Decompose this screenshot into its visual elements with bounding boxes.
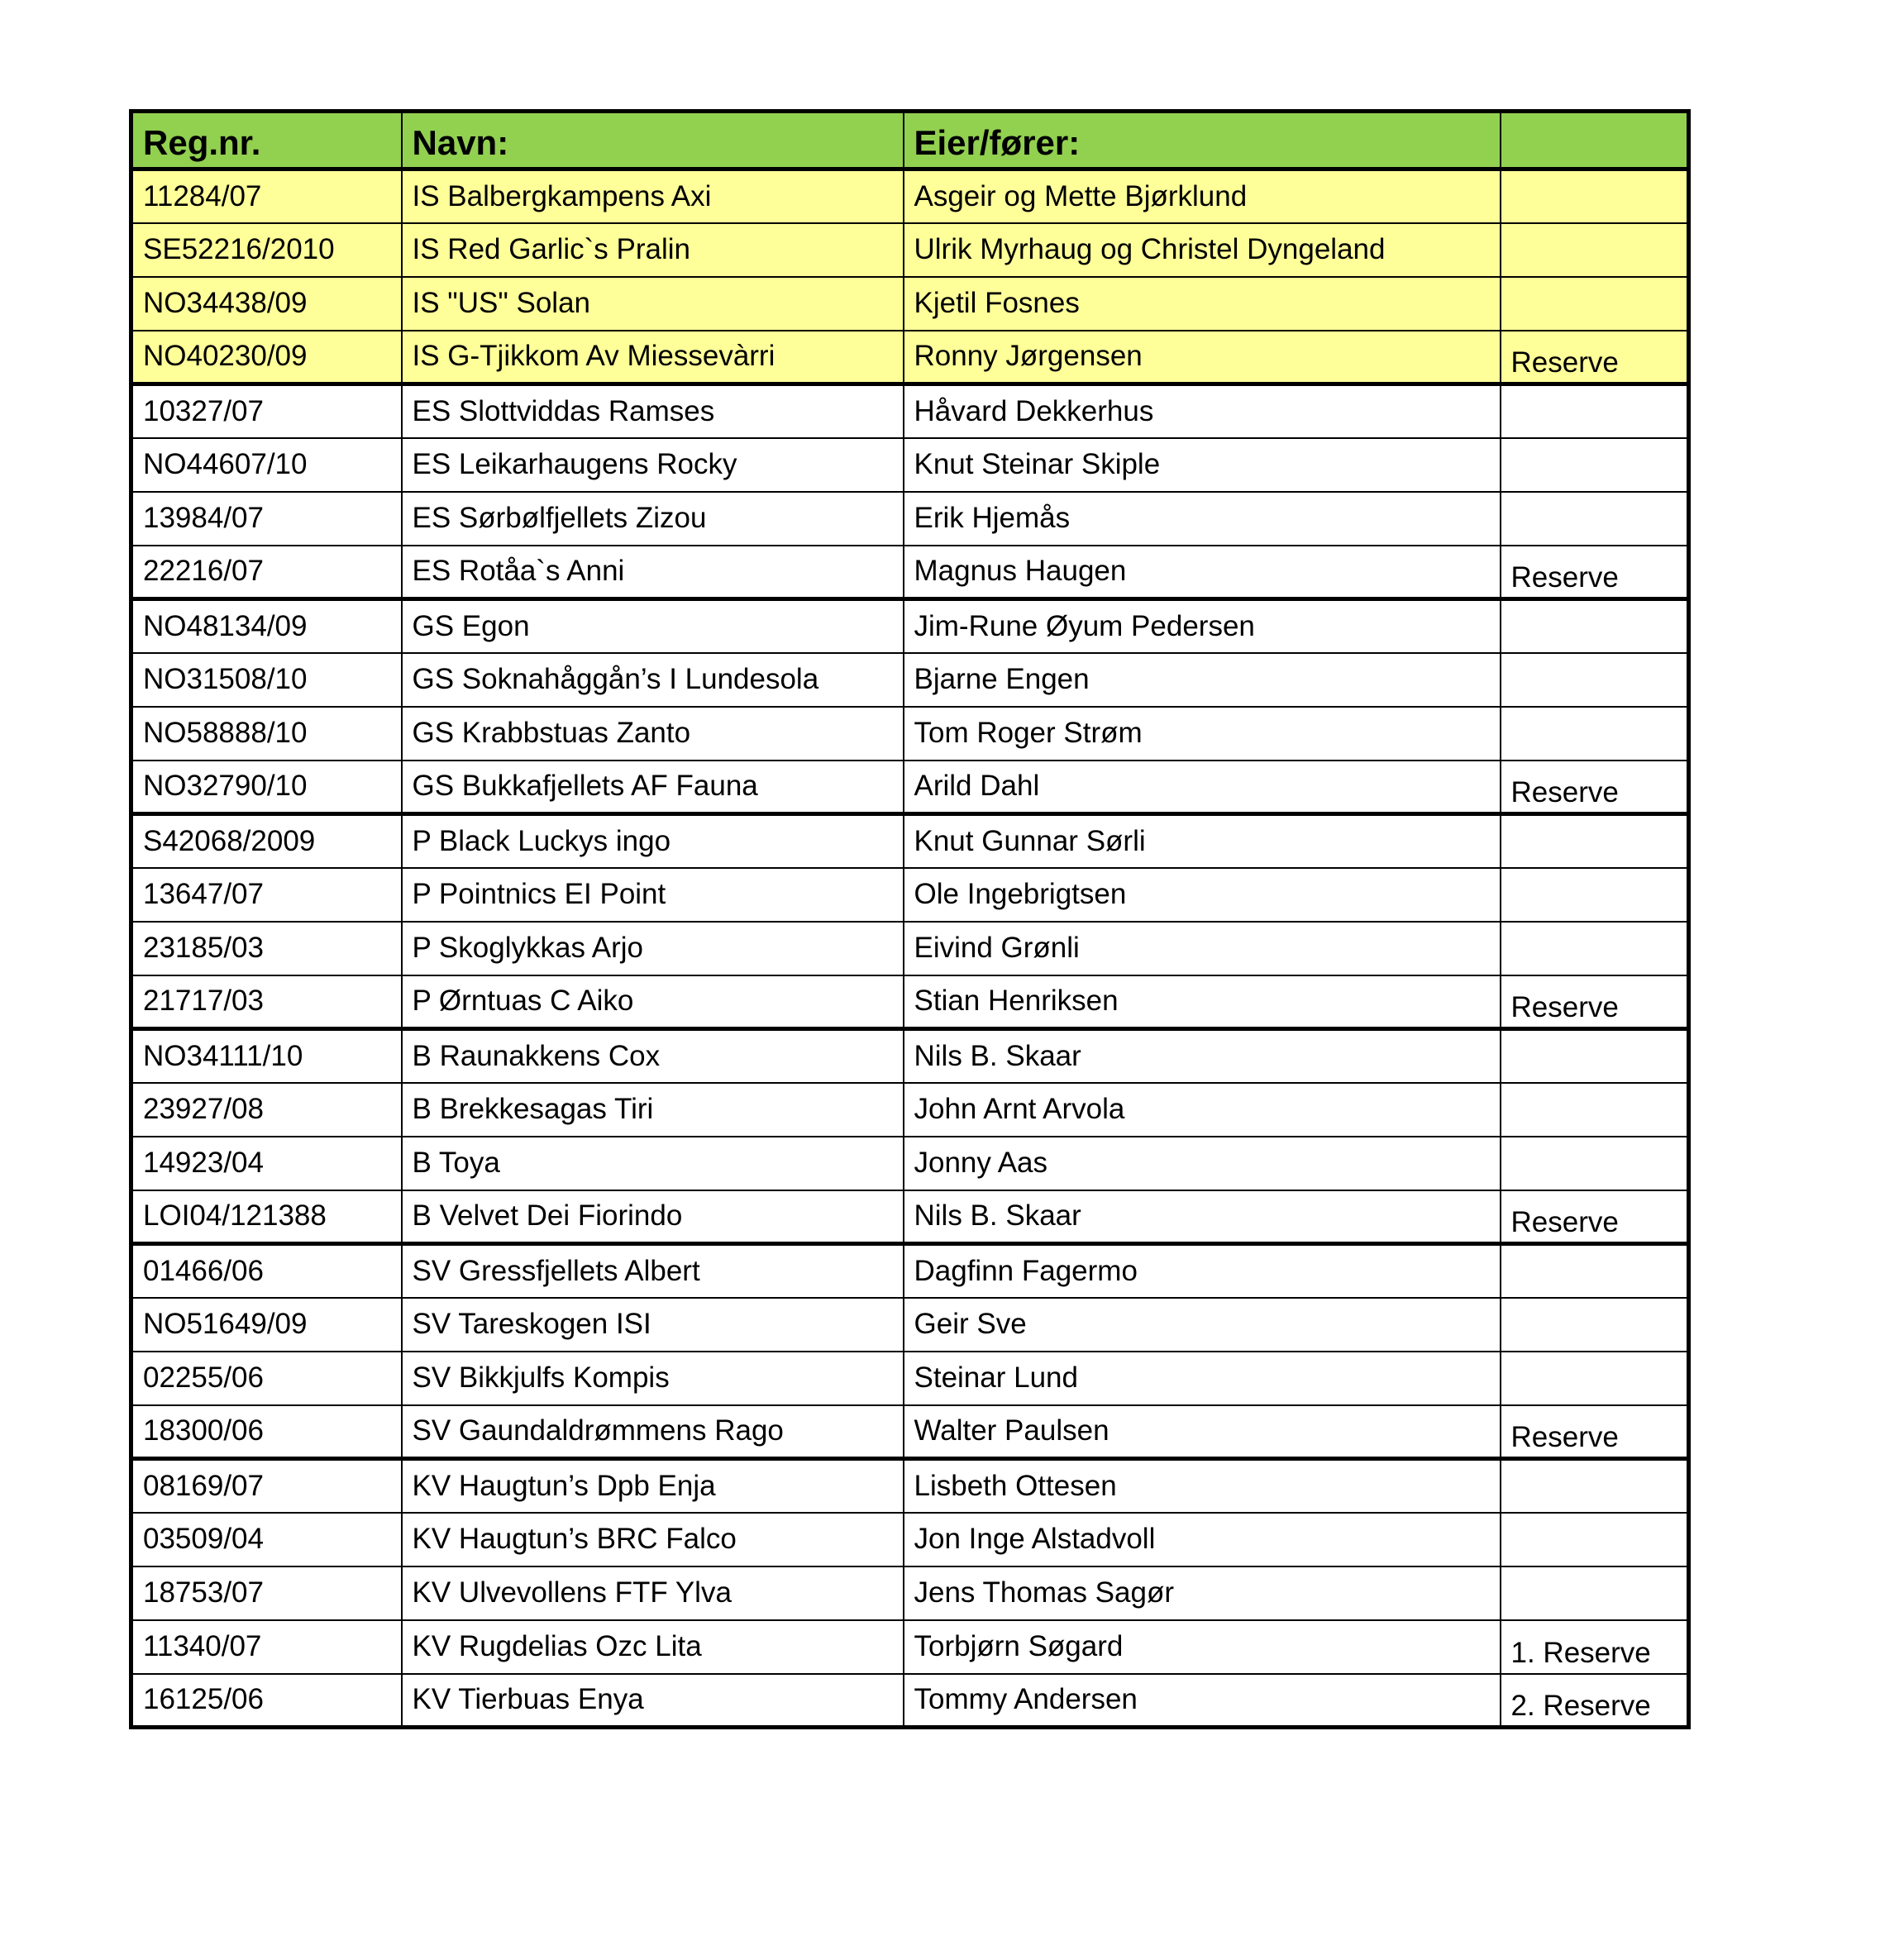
table-row — [131, 1137, 1689, 1190]
cell-eier: Torbjørn Søgard — [904, 1620, 1501, 1674]
cell-navn: B Toya — [402, 1137, 904, 1190]
cell-navn: P Ørntuas C Aiko — [402, 975, 904, 1029]
table-row — [131, 1620, 1689, 1674]
cell-reserve: Reserve — [1501, 975, 1689, 1029]
entry-table-body — [131, 169, 1689, 1728]
cell-navn: GS Soknahåggån’s I Lundesola — [402, 653, 904, 707]
cell-regnr: NO34111/10 — [131, 1029, 402, 1083]
cell-navn: GS Bukkafjellets AF Fauna — [402, 761, 904, 814]
cell-regnr: 23185/03 — [131, 922, 402, 975]
cell-navn: SV Bikkjulfs Kompis — [402, 1352, 904, 1405]
cell-regnr: 18300/06 — [131, 1405, 402, 1459]
cell-navn: IS "US" Solan — [402, 277, 904, 331]
cell-eier: Erik Hjemås — [904, 492, 1501, 546]
table-row — [131, 761, 1689, 814]
table-row — [131, 384, 1689, 438]
cell-eier: Ulrik Myrhaug og Christel Dyngeland — [904, 223, 1501, 277]
cell-navn: GS Egon — [402, 599, 904, 653]
cell-navn: KV Tierbuas Enya — [402, 1674, 904, 1728]
cell-regnr: SE52216/2010 — [131, 223, 402, 277]
cell-regnr: 13984/07 — [131, 492, 402, 546]
cell-eier: Magnus Haugen — [904, 546, 1501, 599]
cell-navn: IS Red Garlic`s Pralin — [402, 223, 904, 277]
table-row — [131, 1244, 1689, 1298]
cell-regnr: NO40230/09 — [131, 331, 402, 384]
table-row — [131, 1566, 1689, 1620]
cell-eier: Steinar Lund — [904, 1352, 1501, 1405]
cell-regnr: 08169/07 — [131, 1459, 402, 1513]
table-row — [131, 1459, 1689, 1513]
cell-eier: Bjarne Engen — [904, 653, 1501, 707]
cell-navn: P Pointnics EI Point — [402, 868, 904, 922]
cell-reserve — [1501, 223, 1689, 277]
cell-reserve — [1501, 1352, 1689, 1405]
cell-eier: Dagfinn Fagermo — [904, 1244, 1501, 1298]
table-row — [131, 922, 1689, 975]
cell-eier: Tommy Andersen — [904, 1674, 1501, 1728]
cell-regnr: 01466/06 — [131, 1244, 402, 1298]
column-header-eier-forer: Eier/fører: — [904, 112, 1501, 169]
cell-eier: Geir Sve — [904, 1298, 1501, 1352]
cell-eier: Nils B. Skaar — [904, 1190, 1501, 1244]
header-row — [131, 112, 1689, 169]
cell-regnr: NO34438/09 — [131, 277, 402, 331]
cell-regnr: NO51649/09 — [131, 1298, 402, 1352]
table-row — [131, 653, 1689, 707]
cell-navn: KV Haugtun’s Dpb Enja — [402, 1459, 904, 1513]
cell-regnr: NO58888/10 — [131, 707, 402, 761]
cell-navn: ES Rotåa`s Anni — [402, 546, 904, 599]
cell-regnr: 22216/07 — [131, 546, 402, 599]
table-row — [131, 331, 1689, 384]
cell-regnr: 18753/07 — [131, 1566, 402, 1620]
column-header-regnr: Reg.nr. — [131, 112, 402, 169]
cell-eier: Håvard Dekkerhus — [904, 384, 1501, 438]
cell-reserve — [1501, 1083, 1689, 1137]
cell-eier: Nils B. Skaar — [904, 1029, 1501, 1083]
table-row — [131, 1674, 1689, 1728]
cell-regnr: S42068/2009 — [131, 814, 402, 868]
cell-navn: ES Slottviddas Ramses — [402, 384, 904, 438]
table-row — [131, 438, 1689, 492]
cell-eier: Jonny Aas — [904, 1137, 1501, 1190]
cell-eier: Knut Steinar Skiple — [904, 438, 1501, 492]
cell-reserve — [1501, 707, 1689, 761]
cell-navn: ES Leikarhaugens Rocky — [402, 438, 904, 492]
cell-eier: Arild Dahl — [904, 761, 1501, 814]
cell-reserve — [1501, 814, 1689, 868]
cell-regnr: 14923/04 — [131, 1137, 402, 1190]
cell-eier: Jens Thomas Sagør — [904, 1566, 1501, 1620]
cell-regnr: 03509/04 — [131, 1513, 402, 1566]
cell-reserve: Reserve — [1501, 761, 1689, 814]
cell-reserve — [1501, 438, 1689, 492]
cell-regnr: 02255/06 — [131, 1352, 402, 1405]
cell-navn: KV Ulvevollens FTF Ylva — [402, 1566, 904, 1620]
cell-eier: Ole Ingebrigtsen — [904, 868, 1501, 922]
cell-reserve — [1501, 599, 1689, 653]
cell-navn: GS Krabbstuas Zanto — [402, 707, 904, 761]
cell-regnr: 10327/07 — [131, 384, 402, 438]
cell-eier: Ronny Jørgensen — [904, 331, 1501, 384]
table-row — [131, 1029, 1689, 1083]
cell-eier: Walter Paulsen — [904, 1405, 1501, 1459]
cell-eier: Eivind Grønli — [904, 922, 1501, 975]
column-header-reserve — [1501, 112, 1689, 169]
cell-reserve — [1501, 1244, 1689, 1298]
cell-eier: Asgeir og Mette Bjørklund — [904, 169, 1501, 223]
cell-navn: SV Tareskogen ISI — [402, 1298, 904, 1352]
table-row — [131, 1190, 1689, 1244]
cell-eier: Lisbeth Ottesen — [904, 1459, 1501, 1513]
cell-reserve: Reserve — [1501, 1405, 1689, 1459]
cell-eier: Kjetil Fosnes — [904, 277, 1501, 331]
table-row — [131, 1513, 1689, 1566]
cell-eier: Jim-Rune Øyum Pedersen — [904, 599, 1501, 653]
cell-regnr: NO48134/09 — [131, 599, 402, 653]
cell-reserve — [1501, 1137, 1689, 1190]
cell-reserve — [1501, 1459, 1689, 1513]
cell-eier: Jon Inge Alstadvoll — [904, 1513, 1501, 1566]
table-row — [131, 707, 1689, 761]
table-row — [131, 975, 1689, 1029]
cell-reserve: Reserve — [1501, 546, 1689, 599]
cell-regnr: NO32790/10 — [131, 761, 402, 814]
column-header-navn: Navn: — [402, 112, 904, 169]
cell-reserve — [1501, 922, 1689, 975]
cell-regnr: NO44607/10 — [131, 438, 402, 492]
cell-navn: B Raunakkens Cox — [402, 1029, 904, 1083]
entry-table — [129, 109, 1691, 1729]
cell-navn: KV Rugdelias Ozc Lita — [402, 1620, 904, 1674]
cell-regnr: 23927/08 — [131, 1083, 402, 1137]
table-row — [131, 492, 1689, 546]
table-row — [131, 599, 1689, 653]
cell-regnr: LOI04/121388 — [131, 1190, 402, 1244]
cell-navn: ES Sørbølfjellets Zizou — [402, 492, 904, 546]
cell-eier: John Arnt Arvola — [904, 1083, 1501, 1137]
cell-reserve: 1. Reserve — [1501, 1620, 1689, 1674]
cell-eier: Tom Roger Strøm — [904, 707, 1501, 761]
table-row — [131, 1405, 1689, 1459]
cell-reserve: Reserve — [1501, 331, 1689, 384]
cell-reserve — [1501, 1566, 1689, 1620]
cell-reserve: Reserve — [1501, 1190, 1689, 1244]
table-row — [131, 814, 1689, 868]
table-row — [131, 277, 1689, 331]
cell-reserve — [1501, 169, 1689, 223]
cell-reserve — [1501, 492, 1689, 546]
cell-regnr: 16125/06 — [131, 1674, 402, 1728]
table-row — [131, 169, 1689, 223]
cell-regnr: 13647/07 — [131, 868, 402, 922]
cell-navn: IS G-Tjikkom Av Miessevàrri — [402, 331, 904, 384]
cell-reserve — [1501, 653, 1689, 707]
cell-regnr: 11284/07 — [131, 169, 402, 223]
table-row — [131, 1083, 1689, 1137]
entry-table-header — [131, 112, 1689, 169]
cell-navn: KV Haugtun’s BRC Falco — [402, 1513, 904, 1566]
cell-navn: P Skoglykkas Arjo — [402, 922, 904, 975]
cell-eier: Knut Gunnar Sørli — [904, 814, 1501, 868]
cell-reserve — [1501, 277, 1689, 331]
cell-navn: SV Gressfjellets Albert — [402, 1244, 904, 1298]
cell-navn: P Black Luckys ingo — [402, 814, 904, 868]
entry-table-container — [129, 109, 1687, 1729]
table-row — [131, 1352, 1689, 1405]
cell-reserve — [1501, 1298, 1689, 1352]
cell-reserve: 2. Reserve — [1501, 1674, 1689, 1728]
cell-regnr: NO31508/10 — [131, 653, 402, 707]
cell-regnr: 21717/03 — [131, 975, 402, 1029]
cell-navn: IS Balbergkampens Axi — [402, 169, 904, 223]
cell-navn: SV Gaundaldrømmens Rago — [402, 1405, 904, 1459]
cell-regnr: 11340/07 — [131, 1620, 402, 1674]
cell-reserve — [1501, 384, 1689, 438]
cell-reserve — [1501, 868, 1689, 922]
cell-eier: Stian Henriksen — [904, 975, 1501, 1029]
table-row — [131, 223, 1689, 277]
cell-reserve — [1501, 1513, 1689, 1566]
table-row — [131, 1298, 1689, 1352]
table-row — [131, 868, 1689, 922]
cell-navn: B Velvet Dei Fiorindo — [402, 1190, 904, 1244]
table-row — [131, 546, 1689, 599]
cell-navn: B Brekkesagas Tiri — [402, 1083, 904, 1137]
cell-reserve — [1501, 1029, 1689, 1083]
